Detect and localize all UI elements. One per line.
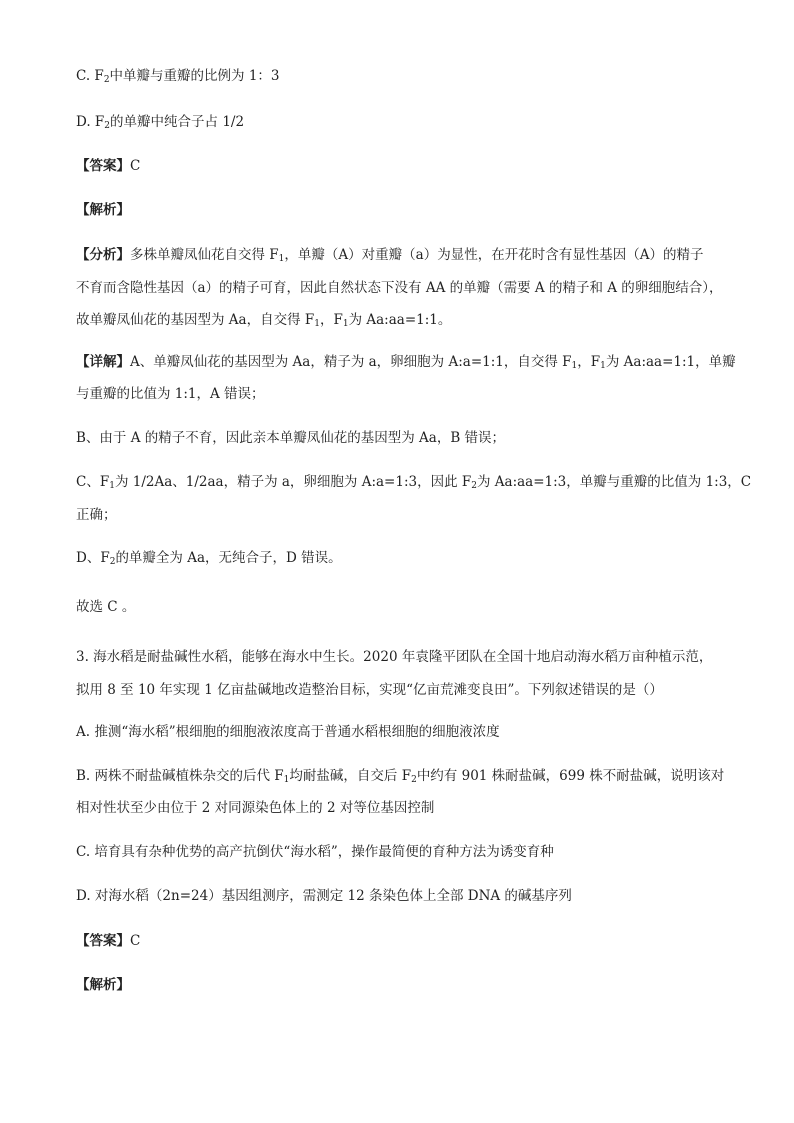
choose-line: 故选 C 。 bbox=[76, 599, 136, 615]
c-explanation-line-1: C、$F_1$为 1/2Aa、1/2aa，精子为 a，卵细胞为 A:a=1:3，因此 $F_2$为 Aa:aa=1:3，单瓣与重瓣的比值为 1:3，C bbox=[76, 474, 752, 491]
d-explanation: D、$F_2$的单瓣全为 Aa，无纯合子，D 错误。 bbox=[76, 550, 342, 567]
answer-label: 【答案】 bbox=[76, 933, 130, 949]
q3-option-a: A. 推测“海水稻”根细胞的细胞液浓度高于普通水稻根细胞的细胞液浓度 bbox=[76, 724, 500, 740]
fenxi-line-1: 【分析】多株单瓣凤仙花自交得 $F_1$，单瓣（A）对重瓣（a）为显性，在开花时含有显性基因（A）的精子 bbox=[76, 247, 704, 264]
c-explanation-line-2: 正确； bbox=[76, 507, 117, 523]
xiangjie-line-2: 与重瓣的比值为 1:1，A 错误； bbox=[76, 386, 265, 402]
analysis-heading: 【解析】 bbox=[76, 202, 130, 218]
option-d: D. $F_2$的单瓣中纯合子占 1/2 bbox=[76, 114, 245, 131]
b-explanation: B、由于 A 的精子不育，因此亲本单瓣凤仙花的基因型为 Aa，B 错误； bbox=[76, 430, 506, 446]
answer-label: 【答案】 bbox=[76, 158, 130, 174]
answer-value: C bbox=[130, 158, 141, 174]
answer-line-2 bbox=[76, 931, 716, 951]
q3-option-b-line-2: 相对性状至少由位于 2 对同源染色体上的 2 对等位基因控制 bbox=[76, 800, 435, 816]
fenxi-line-2: 不育而含隐性基因（a）的精子可育，因此自然状态下没有 AA 的单瓣（需要 A 的精子和 A 的卵细胞结合）， bbox=[76, 280, 723, 296]
fenxi-line-3: 故单瓣凤仙花的基因型为 Aa，自交得 $F_1$，$F_1$为 Aa:aa=1:1。 bbox=[76, 312, 452, 329]
question-3-line-2: 拟用 8 至 10 年实现 1 亿亩盐碱地改造整治目标，实现“亿亩荒滩变良田”。下列叙述错误的是（） bbox=[76, 682, 663, 698]
answer-value: C bbox=[130, 933, 141, 949]
q3-option-c: C. 培育具有杂种优势的高产抗倒伏“海水稻”，操作最简便的育种方法为诱变育种 bbox=[76, 844, 554, 860]
answer-line bbox=[76, 156, 716, 176]
q3-option-b-line-1: B. 两株不耐盐碱植株杂交的后代 $F_1$均耐盐碱，自交后 $F_2$中约有 901 株耐盐碱，699 株不耐盐碱，说明该对 bbox=[76, 768, 725, 785]
question-3-line-1: 3. 海水稻是耐盐碱性水稻，能够在海水中生长。2020 年袁隆平团队在全国十地启动海水稻万亩种植示范， bbox=[76, 649, 713, 665]
analysis-heading-2: 【解析】 bbox=[76, 977, 130, 993]
q3-option-d: D. 对海水稻（2n=24）基因组测序，需测定 12 条染色体上全部 DNA 的碱基序列 bbox=[76, 888, 572, 904]
option-c: C. $F_2$中单瓣与重瓣的比例为 1：3 bbox=[76, 68, 280, 85]
xiangjie-line-1: 【详解】A、单瓣凤仙花的基因型为 Aa，精子为 a，卵细胞为 A:a=1:1，自交得 $F_1$，$F_1$为 Aa:aa=1:1，单瓣 bbox=[76, 354, 736, 371]
